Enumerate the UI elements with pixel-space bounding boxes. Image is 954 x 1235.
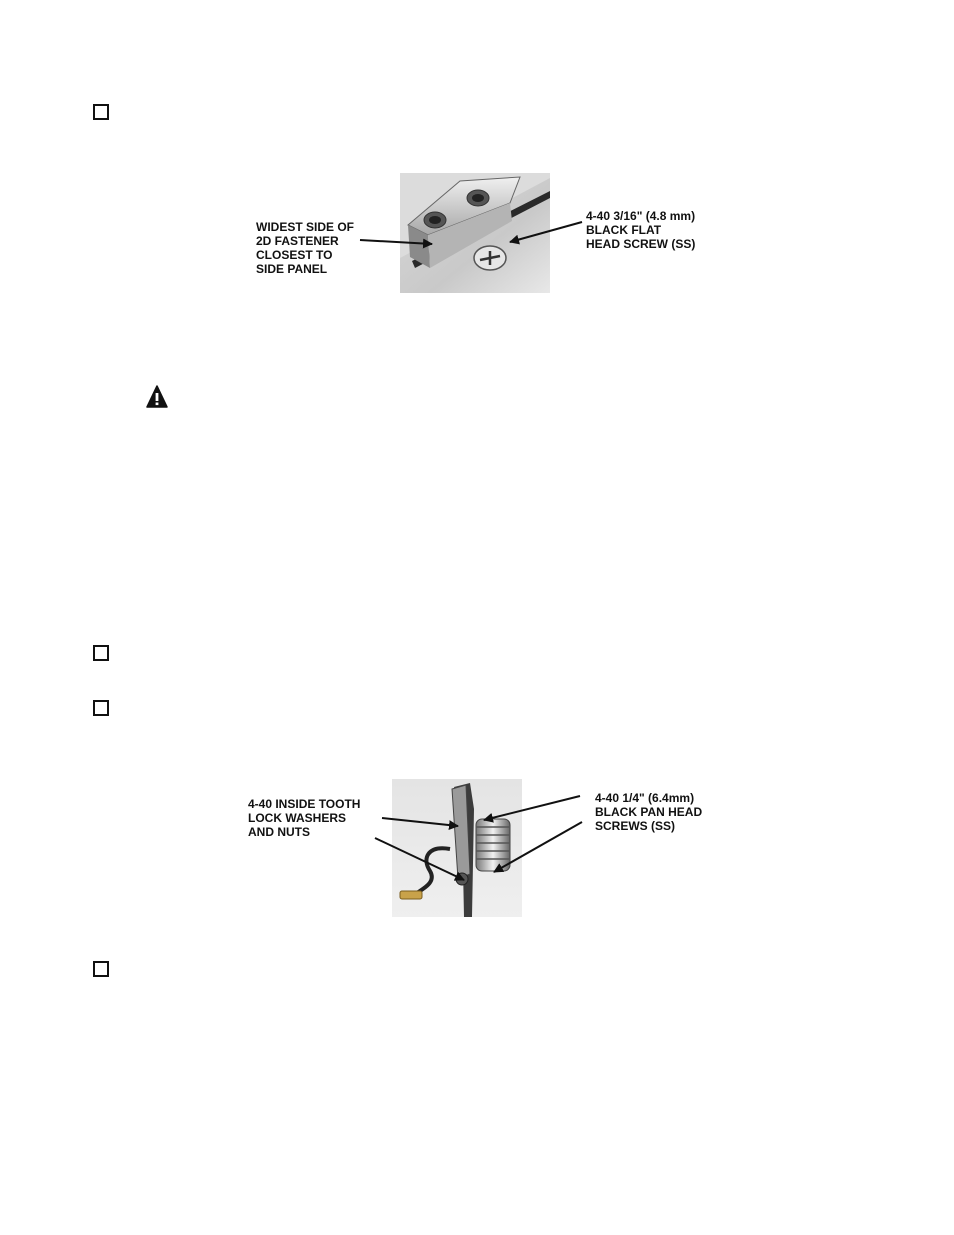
step-checkbox-3[interactable] [93, 700, 109, 716]
step-checkbox-4[interactable] [93, 961, 109, 977]
step-checkbox-2[interactable] [93, 645, 109, 661]
step-checkbox-1[interactable] [93, 104, 109, 120]
fastener-photo [400, 173, 550, 293]
figure1-right-callout: 4-40 3/16" (4.8 mm) BLACK FLAT HEAD SCREW (SS) [586, 209, 696, 251]
connector-photo [392, 779, 522, 917]
warning-icon [146, 385, 168, 409]
figure2-right-callout: 4-40 1/4" (6.4mm) BLACK PAN HEAD SCREWS (SS) [595, 791, 703, 833]
figure1-left-callout: WIDEST SIDE OF 2D FASTENER CLOSEST TO SIDE PANEL [256, 220, 355, 276]
figure2-left-callout: 4-40 INSIDE TOOTH LOCK WASHERS AND NUTS [248, 797, 361, 839]
